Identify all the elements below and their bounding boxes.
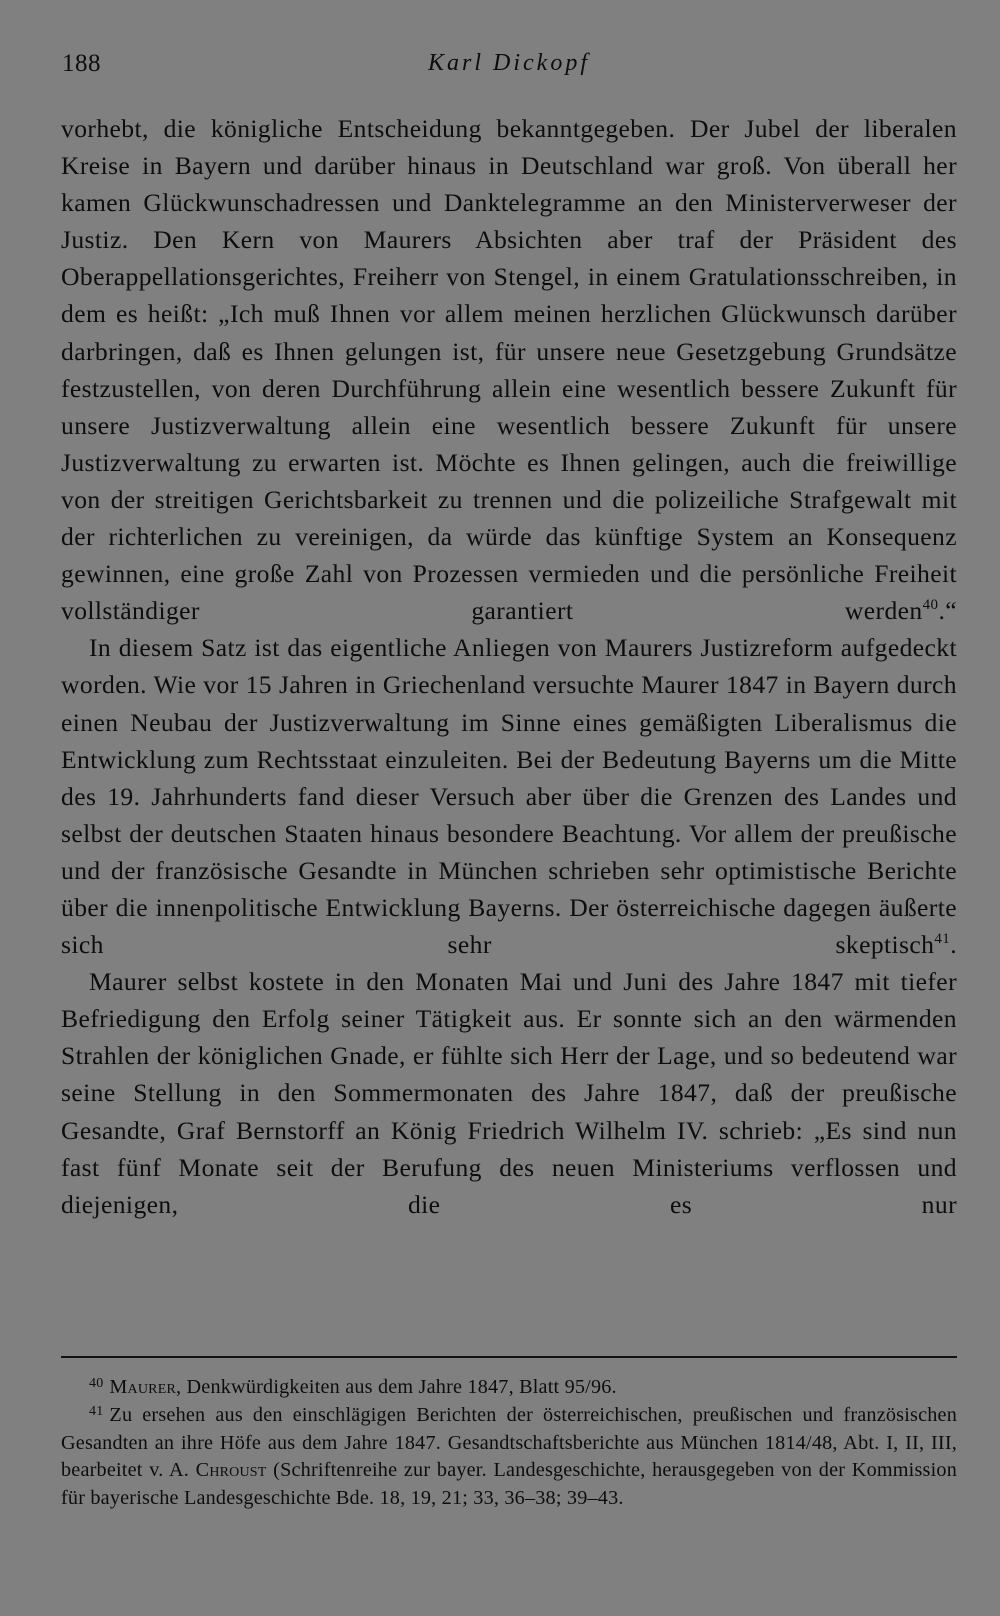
paragraph-1-tail: .“ bbox=[938, 596, 957, 626]
footnote-author: Maurer bbox=[109, 1376, 177, 1398]
footnote-number: 40 bbox=[89, 1376, 104, 1391]
footnote-40 bbox=[61, 1374, 957, 1402]
paragraph-2 bbox=[61, 629, 957, 963]
footnote-ref-41: 41 bbox=[934, 931, 951, 948]
paragraph-1-text: vorhebt, die königliche Entscheidung bekanntgegeben. Der Jubel der liberalen Kreise in Bayern und darüber hinaus in Deutschland war groß. Von überall her kamen Glückwunschadressen und Danktelegramme an den Ministerverweser der Justiz. Den Kern von Maurers Absichten aber traf der Präsident des Oberappellationsgerichtes, Freiherr von Stengel, in einem Gratulationsschreiben, in dem es heißt: „Ich muß Ihnen vor allem meinen herzlichen Glückwunsch darüber darbringen, daß es Ihnen gelungen ist, für unsere neue Gesetzgebung Grundsätze festzustellen, von deren Durchführung allein eine wesentlich bessere Zukunft für unsere Justizverwaltung allein eine wesentlich bessere Zukunft für unsere Justizverwaltung zu erwarten ist. Möchte es Ihnen gelingen, auch die freiwillige von der streitigen Gerichtsbarkeit zu trennen und die polizeiliche Strafgewalt mit der richterlichen zu vereinigen, da würde das künftige System an Konsequenz gewinnen, eine große Zahl von Prozessen vermieden und die persönliche Freiheit vollständiger garantiert werden bbox=[61, 114, 957, 626]
page-number: 188 bbox=[62, 50, 101, 77]
footnote-41 bbox=[61, 1402, 957, 1513]
footnote-rule bbox=[61, 1356, 957, 1358]
footnote-editor: Chroust bbox=[195, 1459, 267, 1482]
footnotes bbox=[61, 1374, 957, 1513]
paragraph-2-text: In diesem Satz ist das eigentliche Anliegen von Maurers Justizreform aufgedeckt worden. Wie vor 15 Jahren in Griechenland versuchte Maurer 1847 in Bayern durch einen Neubau der Justizverwaltung im Sinne eines gemäßigten Liberalismus die Entwicklung zum Rechtsstaat einzuleiten. Bei der Bedeutung Bayerns um die Mitte des 19. Jahrhunderts fand dieser Versuch aber über die Grenzen des Landes und selbst der deutschen Staaten hinaus besondere Beachtung. Vor allem der preußische und der französische Gesandte in München schrieben sehr optimistische Berichte über die innenpolitische Entwicklung Bayerns. Der österreichische dagegen äußerte sich sehr skeptisch bbox=[61, 633, 957, 960]
footnote-text-after: (Schriftenreihe zur bayer. Landesgeschichte, herausgegeben von der Kommission für bayerische Landesgeschichte Bde. 18, 19, 21; 33, 36–38; 39–43. bbox=[61, 1459, 958, 1510]
running-head: Karl Dickopf bbox=[428, 50, 590, 76]
footnote-ref-40: 40 bbox=[922, 597, 939, 614]
footnote-number: 41 bbox=[89, 1403, 104, 1419]
paragraph-3 bbox=[61, 963, 957, 1223]
body-text bbox=[61, 110, 957, 1223]
footnote-text: , Denkwürdigkeiten aus dem Jahre 1847, Blatt 95/96. bbox=[176, 1376, 617, 1398]
paragraph-1 bbox=[61, 110, 957, 629]
page-header bbox=[62, 50, 956, 90]
footnote-text-before: Zu ersehen aus den einschlägigen Berichten der österreichischen, preußischen und französischen Gesandten an ihre Höfe aus dem Jahre 1847. Gesandtschaftsberichte aus München 1814/48, Abt. I, II, III, bearbeitet v. A. bbox=[61, 1403, 957, 1482]
paragraph-2-tail: . bbox=[950, 930, 957, 960]
paragraph-3-text: Maurer selbst kostete in den Monaten Mai und Juni des Jahre 1847 mit tiefer Befriedigung den Erfolg seiner Tätigkeit aus. Er sonnte sich an den wärmenden Strahlen der königlichen Gnade, er fühlte sich Herr der Lage, und so bedeutend war seine Stellung in den Sommermonaten des Jahre 1847, daß der preußische Gesandte, Graf Bernstorff an König Friedrich Wilhelm IV. schrieb: „Es sind nun fast fünf Monate seit der Berufung des neuen Ministeriums verflossen und diejenigen, die es nur bbox=[61, 967, 957, 1219]
